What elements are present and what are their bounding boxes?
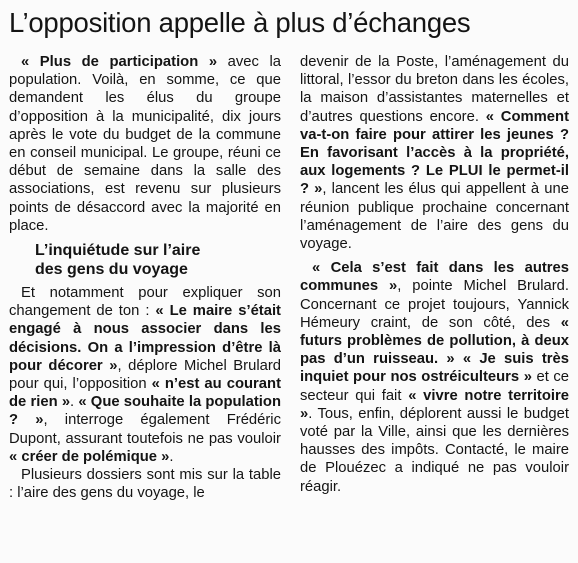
text-run: et ce secteur qui fait xyxy=(300,369,569,404)
article-column-2 xyxy=(300,53,569,496)
quote-run: « Je suis très inquiet pour nos ostréiculteurs » xyxy=(300,351,569,386)
paragraph xyxy=(9,466,281,502)
quote-run: « Comment va-t-on faire pour attirer les jeunes ? En favorisant l’accès à la propriété, aux logements ? Le PLUI le permet-il ? » xyxy=(300,108,569,198)
headline: L’opposition appelle à plus d’échanges xyxy=(9,7,471,38)
subheading-line: des gens du voyage xyxy=(35,261,188,279)
quote-run: « vivre notre territoire » xyxy=(300,387,569,422)
text-run: , lancent les élus qui appellent à une réunion publique prochaine concernant l’aménagement de l’aire des gens du voyage. xyxy=(300,181,569,253)
subheading xyxy=(9,241,281,279)
text-run: . xyxy=(70,394,79,411)
article-column-1 xyxy=(9,53,281,502)
quote-run: « Cela s’est fait dans les autres communes » xyxy=(300,260,569,295)
text-run: , pointe Michel Brulard. Concernant ce projet toujours, Yannick Hémeury craint, de son côté, des xyxy=(300,278,569,331)
text-run: . xyxy=(169,448,174,465)
text-run xyxy=(455,351,463,367)
text-run: Plusieurs dossiers sont mis sur la table : l’aire des gens du voyage, le xyxy=(9,467,281,502)
paragraph xyxy=(300,53,569,253)
text-run: , déplore Michel Brulard pour qui, l’opposition xyxy=(9,357,282,393)
quote-run: « Que souhaite la population ? » xyxy=(9,394,281,429)
subheading-line: L’inquiétude sur l’aire xyxy=(35,242,201,260)
quote-run: « futurs problèmes de pollution, à deux pas d’un ruisseau. » xyxy=(300,314,569,368)
text-run: devenir de la Poste, l’aménagement du littoral, l’essor du breton dans les écoles, la maison d’assistantes maternelles et d’autres questions encore. xyxy=(300,54,569,125)
text-run: . Tous, enfin, déplorent aussi le budget voté par la Ville, ainsi que les dernières hausses des impôts. Contacté, le maire de Plouézec a indiqué ne pas vouloir réagir. xyxy=(300,405,569,495)
paragraph xyxy=(300,259,569,496)
paragraph xyxy=(9,284,281,466)
text-run: Et notamment pour expliquer son changement de ton : xyxy=(9,285,281,320)
quote-run: « n’est au courant de rien » xyxy=(9,376,281,411)
quote-run: « Plus de participation » xyxy=(21,54,218,70)
text-run: , interroge également Frédéric Dupont, assurant toutefois ne pas vouloir xyxy=(9,412,281,447)
quote-run: « Le maire s’était engagé à nous associer dans les décisions. On a l’impression d’être là pour décorer » xyxy=(9,303,281,374)
paragraph xyxy=(9,53,281,235)
quote-run: « créer de polémique » xyxy=(9,448,170,465)
text-run: avec la population. Voilà, en somme, ce que demandent les élus du groupe d’opposition à la municipalité, dix jours après le vote du budget de la commune en conseil municipal. Le groupe, réuni ce début de semaine dans la salle des associations, est revenu sur plusieurs points de désaccord avec la majorité en place. xyxy=(9,54,281,234)
